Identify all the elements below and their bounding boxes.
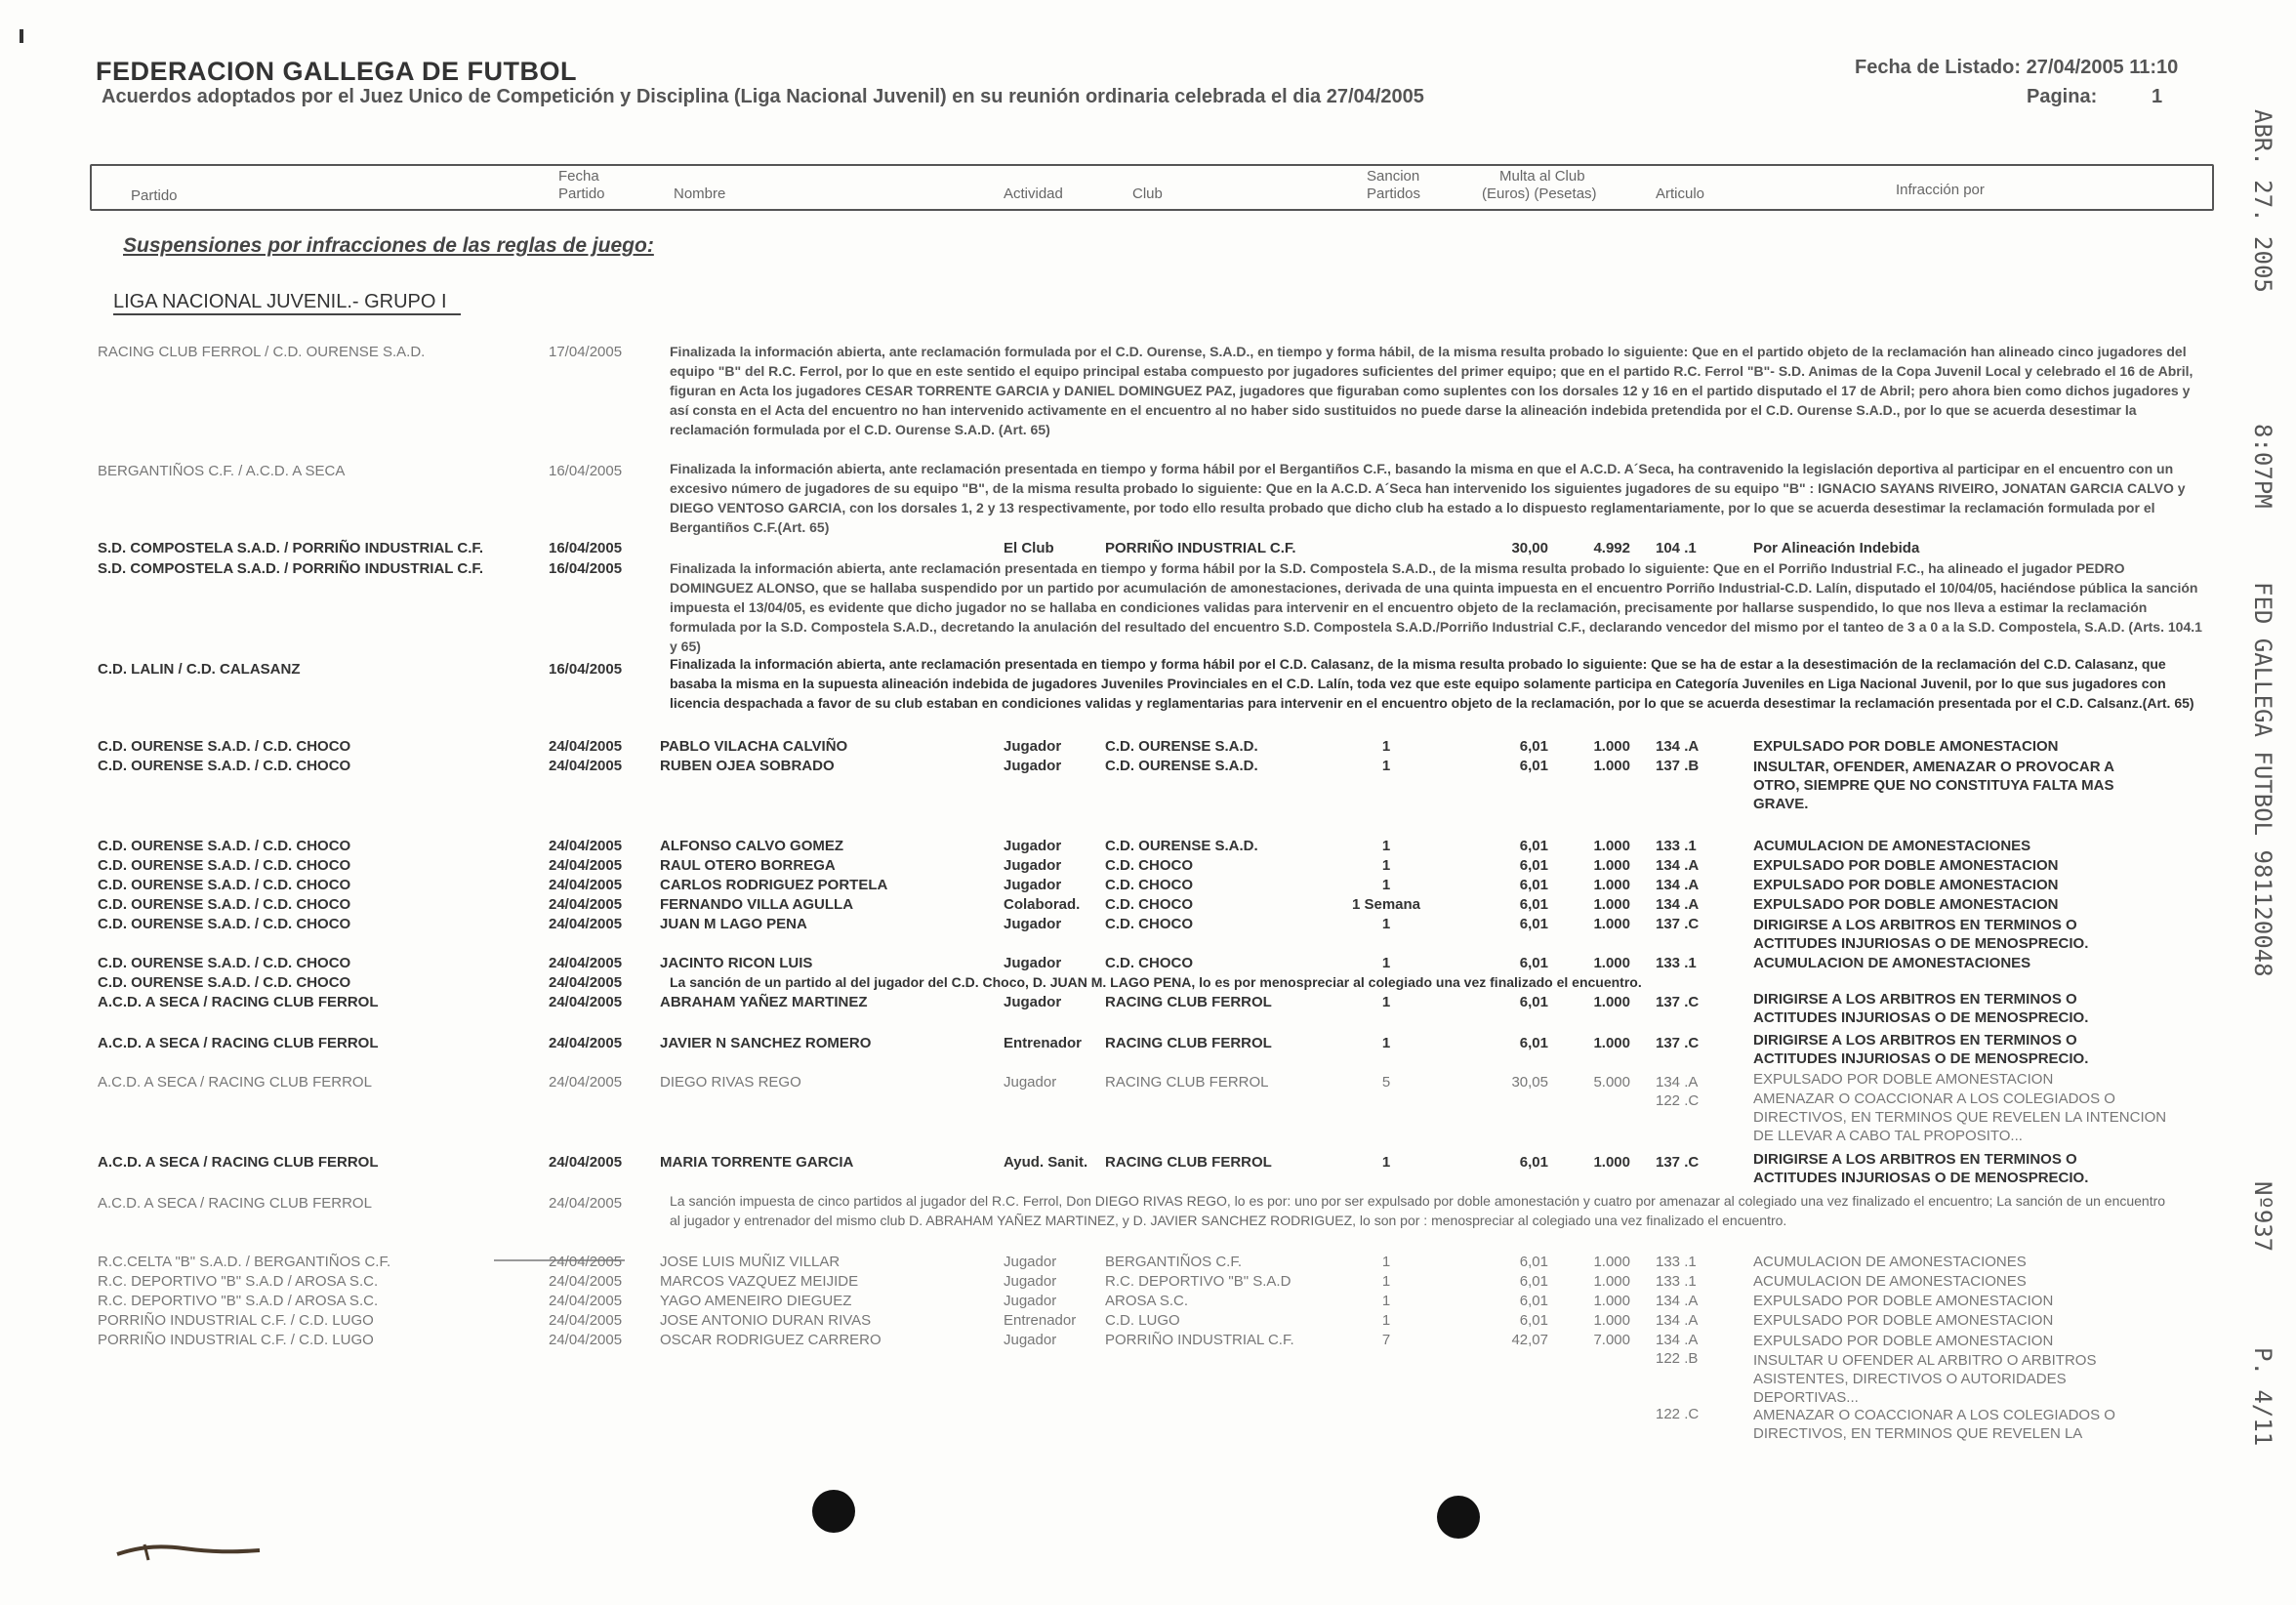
resolution-text: Finalizada la información abierta, ante reclamación presentada en tiempo y forma hábil por el Bergantiños C.F., basando la misma en que el A.C.D. A´Seca, ha contravenido la legislación deportiva al participar en el encuentro con un excesivo número de jugadores de su equipo "B", de la misma resulta probado lo siguiente: Que en la A.C.D. A´Seca han intervenido los siguientes jugadores de su equipo "B" : IGNACIO SAYANS RIVEIRO, JONATAN GARCIA CALVO y DIEGO VENTOSO GARCIA, con los dorsales 1, 2 y 13 respectivamente, por todo ello resulta probado que dicho club ha estado a lo dispuesto reglamentariamente, por lo que se acuerda desestimar la reclamación formulada por el Bergantiños C.F.(Art. 65) <box>670 461 2186 535</box>
fine-euros: 6,01 <box>1519 877 1548 893</box>
match-date: 17/04/2005 <box>549 344 623 360</box>
match-date: 24/04/2005 <box>549 857 623 874</box>
fine-euros: 6,01 <box>1519 955 1548 971</box>
fine-pesetas: 1.000 <box>1593 758 1630 774</box>
fine-pesetas: 1.000 <box>1593 877 1630 893</box>
article: 137 .C <box>1656 1035 1700 1051</box>
match-date: 24/04/2005 <box>549 974 623 991</box>
sanction: 1 <box>1381 916 1391 932</box>
match-date: 24/04/2005 <box>549 838 623 854</box>
infraction: EXPULSADO POR DOBLE AMONESTACION <box>1753 1293 2054 1309</box>
fine-pesetas: 5.000 <box>1593 1074 1630 1091</box>
club-name: C.D. CHOCO <box>1105 916 1193 932</box>
document-title: FEDERACION GALLEGA DE FUTBOL <box>96 57 577 86</box>
infraction: EXPULSADO POR DOBLE AMONESTACION <box>1753 1071 2054 1088</box>
person-name: RAUL OTERO BORREGA <box>660 857 836 874</box>
article: 133 .1 <box>1656 955 1697 971</box>
sanction: 1 <box>1381 857 1391 874</box>
article: 134 .A <box>1656 857 1700 874</box>
match-name: R.C.CELTA "B" S.A.D. / BERGANTIÑOS C.F. <box>98 1254 391 1270</box>
match-name: C.D. OURENSE S.A.D. / C.D. CHOCO <box>98 758 351 774</box>
match-date: 24/04/2005 <box>549 1332 623 1348</box>
article: 122 .C <box>1656 1406 1700 1422</box>
match-name: C.D. LALIN / C.D. CALASANZ <box>98 661 301 678</box>
person-name: JUAN M LAGO PENA <box>660 916 807 932</box>
club-name: R.C. DEPORTIVO "B" S.A.D <box>1105 1273 1292 1290</box>
sanction: 1 <box>1381 1254 1391 1270</box>
match-date: 16/04/2005 <box>549 661 623 678</box>
fine-euros: 6,01 <box>1519 1154 1548 1171</box>
article: 122 .B <box>1656 1350 1699 1367</box>
fine-pesetas: 7.000 <box>1593 1332 1630 1348</box>
match-name: C.D. OURENSE S.A.D. / C.D. CHOCO <box>98 857 351 874</box>
table-row <box>0 838 2296 856</box>
infraction: DIRIGIRSE A LOS ARBITROS EN TERMINOS O ACTITUDES INJURIOSAS O DE MENOSPRECIO. <box>1753 1032 2089 1067</box>
fine-euros: 6,01 <box>1519 857 1548 874</box>
col-partido: Partido <box>131 187 178 204</box>
match-name: PORRIÑO INDUSTRIAL C.F. / C.D. LUGO <box>98 1332 374 1348</box>
match-name: A.C.D. A SECA / RACING CLUB FERROL <box>98 1074 372 1091</box>
activity: Jugador <box>1004 1293 1057 1309</box>
ink-scribble <box>115 1531 262 1564</box>
person-name: JOSE ANTONIO DURAN RIVAS <box>660 1312 872 1329</box>
fine-euros: 30,05 <box>1511 1074 1548 1091</box>
fax-sender: FED GALLEGA FUTBOL 981120048 <box>2249 582 2276 977</box>
col-club: Club <box>1132 185 1163 202</box>
table-row <box>0 738 2296 757</box>
match-date: 24/04/2005 <box>549 1312 623 1329</box>
column-header-box <box>90 164 2214 211</box>
table-row <box>0 896 2296 915</box>
club-name: C.D. CHOCO <box>1105 857 1193 874</box>
section-title: Suspensiones por infracciones de las reglas de juego: <box>123 234 654 257</box>
match-name: A.C.D. A SECA / RACING CLUB FERROL <box>98 1154 379 1171</box>
sanction: 1 <box>1381 1035 1391 1051</box>
match-name: C.D. OURENSE S.A.D. / C.D. CHOCO <box>98 955 351 971</box>
infraction: AMENAZAR O COACCIONAR A LOS COLEGIADOS O DIRECTIVOS, EN TERMINOS QUE REVELEN LA <box>1753 1407 2115 1442</box>
resolution-text: Finalizada la información abierta, ante reclamación presentada en tiempo y forma hábil por la S.D. Compostela S.A.D., de la misma resulta probado lo siguiente: Que en el Porriño Industrial F.C., ha alineado el jugador PEDRO DOMINGUEZ ALONSO, que se hallaba suspendido por un partido por acumulación de amonestaciones, derivada de una quinta impuesta en el encuentro Porriño Industrial-C.D. Lalín, disputado el 10/04/05, haciéndose pública la sanción impuesta el 13/04/05, es evidente que dicho jugador no se hallaba en condiciones validas para intervenir en el encuentro objeto de la reclamación, precisamente por hallarse suspendido, lo que nos lleva a estimar la reclamación formulada por la S.D. Compostela S.A.D., decretando la anulación del resultado del encuentro S.D. Compostela S.A.D./Porriño Industrial C.F., declarando vencedor del mismo por el tanteo de 3 a 0 a la S.D. Compostela, S.A.D. (Arts. 104.1 y 65) <box>670 560 2202 654</box>
col-articulo: Articulo <box>1656 185 1705 202</box>
activity: Colaborad. <box>1004 896 1081 913</box>
club-name: C.D. CHOCO <box>1105 955 1193 971</box>
club-name: RACING CLUB FERROL <box>1105 1154 1272 1171</box>
match-date: 24/04/2005 <box>549 916 623 932</box>
punch-hole <box>1437 1496 1480 1539</box>
col-multa-2: (Euros) (Pesetas) <box>1482 185 1597 202</box>
fine-pesetas: 1.000 <box>1593 1035 1630 1051</box>
person-name: CARLOS RODRIGUEZ PORTELA <box>660 877 888 893</box>
activity: Jugador <box>1004 1332 1057 1348</box>
article: 134 .A <box>1656 877 1700 893</box>
sanction-note: La sanción impuesta de cinco partidos al jugador del R.C. Ferrol, Don DIEGO RIVAS REGO, lo es por: uno por ser expulsado por doble amonestación y cuatro por amenazar al colegiado una vez finalizado el encuentro; La sanción de un encuentro al jugador y entrenador del mismo club D. ABRAHAM YAÑEZ MARTINEZ, y D. JAVIER SANCHEZ RODRIGUEZ, lo son por : menospreciar al colegiado una vez finalizado el encuentro. <box>670 1193 2166 1228</box>
article: 104 .1 <box>1656 540 1697 556</box>
sanction: 1 <box>1381 955 1391 971</box>
match-name: C.D. OURENSE S.A.D. / C.D. CHOCO <box>98 838 351 854</box>
article: 134 .A <box>1656 1312 1699 1329</box>
article: 133 .1 <box>1656 1254 1697 1270</box>
article: 134 .A <box>1656 1293 1699 1309</box>
article: 134 .A <box>1656 1332 1699 1348</box>
fine-pesetas: 1.000 <box>1593 1273 1630 1290</box>
person-name: DIEGO RIVAS REGO <box>660 1074 801 1091</box>
fine-euros: 6,01 <box>1519 1312 1548 1329</box>
fine-pesetas: 1.000 <box>1593 857 1630 874</box>
activity: Jugador <box>1004 1254 1057 1270</box>
sanction: 5 <box>1381 1074 1391 1091</box>
col-infraccion: Infracción por <box>1896 182 1985 198</box>
table-row <box>0 1293 2296 1311</box>
fine-euros: 6,01 <box>1519 1273 1548 1290</box>
infraction: EXPULSADO POR DOBLE AMONESTACION <box>1753 896 2059 913</box>
match-name: C.D. OURENSE S.A.D. / C.D. CHOCO <box>98 896 351 913</box>
activity: Jugador <box>1004 1074 1057 1091</box>
infraction: ACUMULACION DE AMONESTACIONES <box>1753 838 2031 854</box>
club-name: PORRIÑO INDUSTRIAL C.F. <box>1105 540 1296 556</box>
fine-pesetas: 1.000 <box>1593 1154 1630 1171</box>
fine-euros: 6,01 <box>1519 838 1548 854</box>
col-fecha-1: Fecha <box>558 168 599 185</box>
fine-euros: 6,01 <box>1519 738 1548 755</box>
sanction: 1 <box>1381 877 1391 893</box>
fine-pesetas: 4.992 <box>1593 540 1630 556</box>
fine-euros: 42,07 <box>1511 1332 1548 1348</box>
club-name: RACING CLUB FERROL <box>1105 1035 1272 1051</box>
person-name: JOSE LUIS MUÑIZ VILLAR <box>660 1254 840 1270</box>
match-name: R.C. DEPORTIVO "B" S.A.D / AROSA S.C. <box>98 1273 379 1290</box>
activity: Jugador <box>1004 1273 1057 1290</box>
group-title: LIGA NACIONAL JUVENIL.- GRUPO I <box>113 291 461 315</box>
match-date: 24/04/2005 <box>549 896 623 913</box>
person-name: MARCOS VAZQUEZ MEIJIDE <box>660 1273 859 1290</box>
club-name: PORRIÑO INDUSTRIAL C.F. <box>1105 1332 1294 1348</box>
club-name: C.D. LUGO <box>1105 1312 1180 1329</box>
infraction: DIRIGIRSE A LOS ARBITROS EN TERMINOS O ACTITUDES INJURIOSAS O DE MENOSPRECIO. <box>1753 991 2089 1026</box>
article: 133 .1 <box>1656 1273 1697 1290</box>
person-name: RUBEN OJEA SOBRADO <box>660 758 835 774</box>
article: 134 .A <box>1656 738 1700 755</box>
match-name: S.D. COMPOSTELA S.A.D. / PORRIÑO INDUSTRIAL C.F. <box>98 560 484 577</box>
fine-euros: 6,01 <box>1519 1293 1548 1309</box>
match-name: S.D. COMPOSTELA S.A.D. / PORRIÑO INDUSTRIAL C.F. <box>98 540 484 556</box>
match-date: 24/04/2005 <box>549 1154 623 1171</box>
fine-euros: 6,01 <box>1519 1254 1548 1270</box>
sanction: 1 Semana <box>1351 896 1421 913</box>
person-name: ALFONSO CALVO GOMEZ <box>660 838 844 854</box>
club-name: AROSA S.C. <box>1105 1293 1189 1309</box>
match-name: A.C.D. A SECA / RACING CLUB FERROL <box>98 994 379 1010</box>
fax-header <box>2243 109 2278 1447</box>
match-name: BERGANTIÑOS C.F. / A.C.D. A SECA <box>98 463 346 479</box>
fine-pesetas: 1.000 <box>1593 896 1630 913</box>
sanction: 1 <box>1381 1154 1391 1171</box>
fine-euros: 6,01 <box>1519 758 1548 774</box>
match-name: A.C.D. A SECA / RACING CLUB FERROL <box>98 1195 372 1212</box>
club-name: RACING CLUB FERROL <box>1105 994 1272 1010</box>
person-name: JAVIER N SANCHEZ ROMERO <box>660 1035 872 1051</box>
fax-number: Nº937 <box>2249 1181 2276 1253</box>
match-name: C.D. OURENSE S.A.D. / C.D. CHOCO <box>98 738 351 755</box>
match-name: C.D. OURENSE S.A.D. / C.D. CHOCO <box>98 974 351 991</box>
infraction: EXPULSADO POR DOBLE AMONESTACION <box>1753 738 2059 755</box>
article: 133 .1 <box>1656 838 1697 854</box>
infraction: EXPULSADO POR DOBLE AMONESTACION <box>1753 1333 2054 1349</box>
col-multa-1: Multa al Club <box>1499 168 1585 185</box>
table-row <box>0 877 2296 895</box>
fine-pesetas: 1.000 <box>1593 1254 1630 1270</box>
col-sancion-2: Partidos <box>1367 185 1421 202</box>
person-name: El Club <box>1004 540 1054 556</box>
match-date: 24/04/2005 <box>549 994 623 1010</box>
activity: Jugador <box>1004 738 1062 755</box>
match-date: 24/04/2005 <box>549 1035 623 1051</box>
match-name: A.C.D. A SECA / RACING CLUB FERROL <box>98 1035 379 1051</box>
col-nombre: Nombre <box>674 185 726 202</box>
match-date: 24/04/2005 <box>549 1195 623 1212</box>
fine-euros: 30,00 <box>1511 540 1548 556</box>
infraction: INSULTAR U OFENDER AL ARBITRO O ARBITROS ASISTENTES, DIRECTIVOS O AUTORIDADES DEPORTIVAS... <box>1753 1352 2097 1406</box>
article: 137 .C <box>1656 916 1700 932</box>
article: 134 .A <box>1656 1074 1699 1091</box>
sanction: 1 <box>1381 838 1391 854</box>
match-name: R.C. DEPORTIVO "B" S.A.D / AROSA S.C. <box>98 1293 379 1309</box>
infraction: Por Alineación Indebida <box>1753 540 1920 556</box>
article: 122 .C <box>1656 1092 1700 1109</box>
article: 137 .B <box>1656 758 1700 774</box>
club-name: C.D. CHOCO <box>1105 877 1193 893</box>
page-label: Pagina: <box>2027 86 2098 107</box>
table-row <box>0 1312 2296 1331</box>
match-date: 24/04/2005 <box>549 1293 623 1309</box>
activity: Jugador <box>1004 994 1062 1010</box>
col-fecha-2: Partido <box>558 185 605 202</box>
match-name: RACING CLUB FERROL / C.D. OURENSE S.A.D. <box>98 344 426 360</box>
table-row <box>0 1273 2296 1292</box>
fine-pesetas: 1.000 <box>1593 1293 1630 1309</box>
table-row <box>0 1254 2296 1272</box>
fine-pesetas: 1.000 <box>1593 838 1630 854</box>
club-name: C.D. OURENSE S.A.D. <box>1105 758 1258 774</box>
activity: Jugador <box>1004 916 1062 932</box>
fax-time: 8:07PM <box>2249 424 2276 509</box>
club-name: RACING CLUB FERROL <box>1105 1074 1269 1091</box>
resolution-text: Finalizada la información abierta, ante reclamación formulada por el C.D. Ourense, S.A.D., en tiempo y forma hábil, de la misma resulta probado lo siguiente: Que en el partido objeto de la reclamación han alineado cinco jugadores del equipo "B" del R.C. Ferrol, por lo que en este sentido el equipo principal estaba compuesto por jugadores suficientes del primer equipo; que en el partido R.C. Ferrol "B"- S.D. Animas de la Copa Juvenil Local y celebrado el 16 de Abril, figuran en Acta los jugadores CESAR TORRENTE GARCIA y DANIEL DOMINGUEZ PAZ, jugadores que figuraban como suplentes con los dorsales 12 y 16 en el partido disputado el 17 de Abril; pero ahora bien como dichos jugadores y así consta en el Acta del encuentro no han intervenido activamente en el encuentro al no haber sido sustituidos no puede darse la alineación indebida pretendida por el C.D. Ourense S.A.D., por lo que se acuerda desestimar la reclamación formulada por el C.D. Ourense S.A.D. (Art. 65) <box>670 344 2194 437</box>
article: 134 .A <box>1656 896 1700 913</box>
infraction: EXPULSADO POR DOBLE AMONESTACION <box>1753 857 2059 874</box>
infraction: DIRIGIRSE A LOS ARBITROS EN TERMINOS O ACTITUDES INJURIOSAS O DE MENOSPRECIO. <box>1753 917 2089 952</box>
activity: Entrenador <box>1004 1035 1083 1051</box>
col-sancion-1: Sancion <box>1367 168 1420 185</box>
fine-pesetas: 1.000 <box>1593 916 1630 932</box>
fine-pesetas: 1.000 <box>1593 955 1630 971</box>
scan-mark <box>20 29 23 43</box>
table-row <box>0 955 2296 973</box>
match-date: 24/04/2005 <box>549 1074 623 1091</box>
article: 137 .C <box>1656 994 1700 1010</box>
match-date: 24/04/2005 <box>549 1254 623 1270</box>
person-name: YAGO AMENEIRO DIEGUEZ <box>660 1293 852 1309</box>
club-name: C.D. OURENSE S.A.D. <box>1105 838 1258 854</box>
match-date: 24/04/2005 <box>549 758 623 774</box>
sanction: 1 <box>1381 738 1391 755</box>
fine-pesetas: 1.000 <box>1593 738 1630 755</box>
col-actividad: Actividad <box>1004 185 1063 202</box>
person-name: MARIA TORRENTE GARCIA <box>660 1154 854 1171</box>
person-name: OSCAR RODRIGUEZ CARRERO <box>660 1332 882 1348</box>
fine-pesetas: 1.000 <box>1593 1312 1630 1329</box>
person-name: PABLO VILACHA CALVIÑO <box>660 738 848 755</box>
page-number: 1 <box>2152 86 2163 107</box>
activity: Jugador <box>1004 838 1062 854</box>
sanction: 1 <box>1381 1293 1391 1309</box>
fine-euros: 6,01 <box>1519 916 1548 932</box>
document-subtitle: Acuerdos adoptados por el Juez Unico de Competición y Disciplina (Liga Nacional Juvenil) en su reunión ordinaria celebrada el dia 27/04/2005 <box>102 86 1424 107</box>
infraction: EXPULSADO POR DOBLE AMONESTACION <box>1753 877 2059 893</box>
table-row <box>0 540 2296 558</box>
infraction: ACUMULACION DE AMONESTACIONES <box>1753 1254 2027 1270</box>
sanction: 7 <box>1381 1332 1391 1348</box>
match-date: 16/04/2005 <box>549 463 623 479</box>
sanction: 1 <box>1381 1312 1391 1329</box>
match-name: C.D. OURENSE S.A.D. / C.D. CHOCO <box>98 877 351 893</box>
article: 137 .C <box>1656 1154 1700 1171</box>
person-name: FERNANDO VILLA AGULLA <box>660 896 854 913</box>
fine-pesetas: 1.000 <box>1593 994 1630 1010</box>
match-date: 16/04/2005 <box>549 540 623 556</box>
sanction-note: La sanción de un partido al del jugador del C.D. Choco, D. JUAN M. LAGO PENA, lo es por menospreciar al colegiado una vez finalizado el encuentro. <box>670 974 1642 990</box>
club-name: C.D. OURENSE S.A.D. <box>1105 738 1258 755</box>
club-name: C.D. CHOCO <box>1105 896 1193 913</box>
fax-page: P. 4/11 <box>2249 1347 2276 1447</box>
match-date: 16/04/2005 <box>549 560 623 577</box>
infraction: DIRIGIRSE A LOS ARBITROS EN TERMINOS O ACTITUDES INJURIOSAS O DE MENOSPRECIO. <box>1753 1151 2089 1186</box>
person-name: ABRAHAM YAÑEZ MARTINEZ <box>660 994 868 1010</box>
activity: Entrenador <box>1004 1312 1077 1329</box>
sanction: 1 <box>1381 994 1391 1010</box>
sanction: 1 <box>1381 1273 1391 1290</box>
activity: Jugador <box>1004 955 1062 971</box>
fine-euros: 6,01 <box>1519 896 1548 913</box>
listing-date: Fecha de Listado: 27/04/2005 11:10 <box>1855 57 2179 78</box>
match-name: PORRIÑO INDUSTRIAL C.F. / C.D. LUGO <box>98 1312 374 1329</box>
infraction: ACUMULACION DE AMONESTACIONES <box>1753 1273 2027 1290</box>
fax-date: ABR. 27. 2005 <box>2249 109 2276 293</box>
club-name: BERGANTIÑOS C.F. <box>1105 1254 1243 1270</box>
match-date: 24/04/2005 <box>549 1273 623 1290</box>
person-name: JACINTO RICON LUIS <box>660 955 813 971</box>
punch-hole <box>812 1490 855 1533</box>
match-date: 24/04/2005 <box>549 877 623 893</box>
infraction: EXPULSADO POR DOBLE AMONESTACION <box>1753 1312 2054 1329</box>
infraction: ACUMULACION DE AMONESTACIONES <box>1753 955 2031 971</box>
resolution-text: Finalizada la información abierta, ante reclamación presentada en tiempo y forma hábil por el C.D. Calasanz, de la misma resulta probado lo siguiente: Que se ha de estar a la desestimación de la reclamación del C.D. Calasanz, que basaba la misma en la supuesta alineación indebida de jugadores Juveniles Provinciales en el C.D. Lalín, toda vez que este equipo solamente participa en Categoría Juveniles en Liga Nacional Juvenil, por lo que sus jugadores con licencia despachada a favor de su club estaban en condiciones validas y reglamentarias para intervenir en el encuentro objeto de la reclamación, por lo que se acuerda desestimar la reclamación presentada por el C.D. Calsanz.(Art. 65) <box>670 656 2194 711</box>
table-row <box>0 857 2296 876</box>
activity: Ayud. Sanit. <box>1004 1154 1088 1171</box>
match-date: 24/04/2005 <box>549 955 623 971</box>
activity: Jugador <box>1004 758 1062 774</box>
infraction: INSULTAR, OFENDER, AMENAZAR O PROVOCAR A OTRO, SIEMPRE QUE NO CONSTITUYA FALTA MAS GRAVE. <box>1753 759 2114 812</box>
fine-euros: 6,01 <box>1519 994 1548 1010</box>
activity: Jugador <box>1004 877 1062 893</box>
match-date: 24/04/2005 <box>549 738 623 755</box>
infraction: AMENAZAR O COACCIONAR A LOS COLEGIADOS O DIRECTIVOS, EN TERMINOS QUE REVELEN LA INTENCION DE LLEVAR A CABO TAL PROPOSITO... <box>1753 1091 2167 1144</box>
fine-euros: 6,01 <box>1519 1035 1548 1051</box>
match-name: C.D. OURENSE S.A.D. / C.D. CHOCO <box>98 916 351 932</box>
sanction: 1 <box>1381 758 1391 774</box>
activity: Jugador <box>1004 857 1062 874</box>
